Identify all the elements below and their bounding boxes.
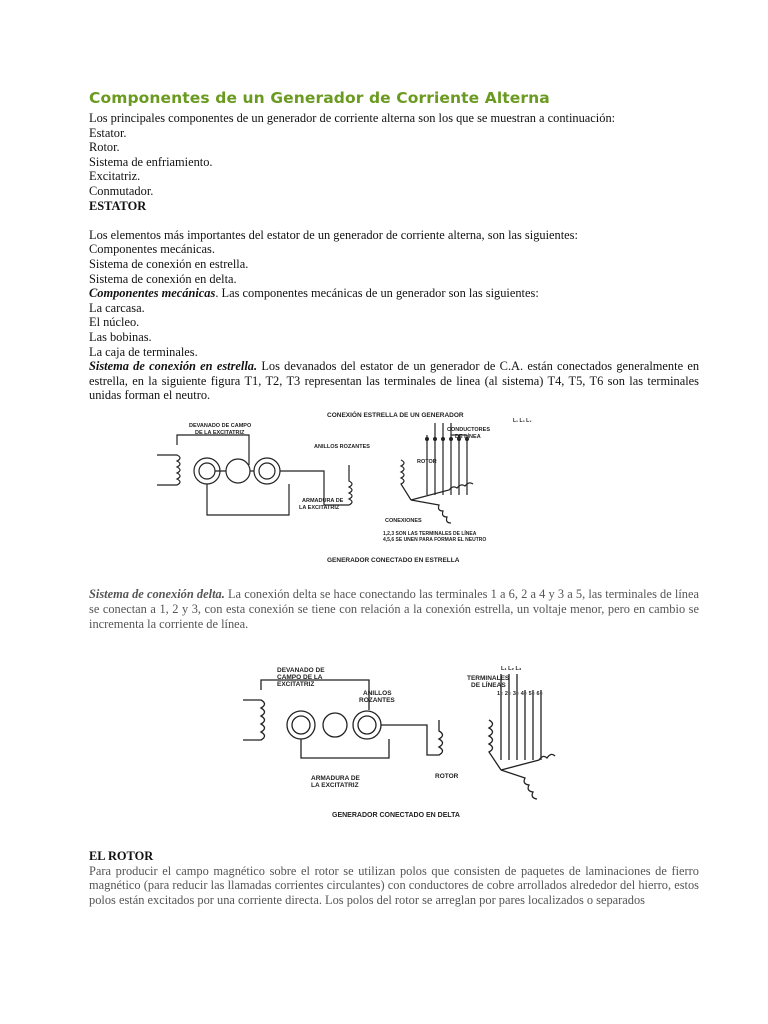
fig1-nota: 4,5,6 SE UNEN PARA FORMAR EL NEUTRO — [383, 537, 487, 543]
estrella-paragraph — [89, 359, 699, 403]
fig1-anillos-label: ANILLOS ROZANTES — [314, 444, 370, 450]
fig1-rotor-label: ROTOR — [417, 459, 437, 465]
mecanicas-item: La carcasa. — [89, 300, 145, 315]
fig2-campo-label: CAMPO DE LA — [277, 674, 323, 681]
fig1-nota: 1,2,3 SON LAS TERMINALES DE LÍNEA — [383, 531, 477, 537]
mecanicas-lead: Componentes mecánicas — [89, 286, 216, 301]
mecanicas-item: El núcleo. — [89, 315, 140, 330]
fig1-title: CONEXIÓN ESTRELLA DE UN GENERADOR — [327, 412, 464, 419]
mecanicas-paragraph — [89, 286, 699, 301]
fig1-campo-label: DE LA EXCITATRIZ — [195, 430, 245, 436]
component-item: Sistema de enfriamiento. — [89, 154, 213, 169]
fig2-armadura-label: LA EXCITATRIZ — [311, 782, 359, 789]
rotor-paragraph: Para producir el campo magnético sobre el rotor se utilizan polos que consisten de paquetes de laminaciones de fierro magnético (para reducir las llamadas corrientes circulantes) con conductores de cobre arrollados alrededor del hierro, estos polos están excitados por una corriente directa. Los polos del rotor se arreglan por pares localizados o separados — [89, 863, 699, 907]
fig2-caption: GENERADOR CONECTADO EN DELTA — [332, 812, 460, 819]
fig1-armadura-label: ARMADURA DE — [302, 498, 344, 504]
fig2-campo-label: DEVANADO DE — [277, 667, 325, 674]
fig2-numeros-label: 1○ 2○ 3○ 4○ 5○ 6○ — [497, 691, 543, 697]
page-title: Componentes de un Generador de Corriente Alterna — [89, 89, 550, 107]
fig1-conexiones-label: CONEXIONES — [385, 518, 422, 524]
fig2-rotor-label: ROTOR — [435, 773, 459, 780]
estator-item: Sistema de conexión en delta. — [89, 271, 237, 286]
fig2-lineas-label: L₁ L₂ L₃ — [501, 666, 522, 672]
fig1-conductores-label: CONDUCTORES — [447, 427, 490, 433]
component-item: Excitatriz. — [89, 169, 141, 184]
fig1-armadura-label: LA EXCITATRIZ — [299, 505, 340, 511]
fig2-anillos-label: ANILLOS — [363, 690, 392, 697]
component-item: Estator. — [89, 125, 127, 140]
delta-lead: Sistema de conexión delta. — [89, 587, 225, 601]
rotor-section — [89, 849, 699, 907]
delta-paragraph — [89, 587, 699, 632]
figure-estrella-diagram — [149, 405, 569, 567]
intro-paragraph: Los principales componentes de un generador de corriente alterna son los que se muestran a continuación: — [89, 111, 616, 125]
fig2-armadura-label: ARMADURA DE — [311, 775, 360, 782]
fig2-terminales-label: DE LÍNEAS — [471, 682, 506, 689]
estrella-text: Los devanados del estator de un generador de C.A. están conectados generalmente en estrella, en la siguiente figura T1, T2, T3 representan las terminales de linea (al sistema) T4, T5, T6 son las terminales unidas forman el neutro. — [89, 359, 700, 403]
estator-intro: Los elementos más importantes del estator de un generador de corriente alterna, son las siguientes: — [89, 227, 578, 242]
component-item: Conmutador. — [89, 183, 154, 198]
mecanicas-text: . Las componentes mecánicas de un generador son las siguientes: — [215, 286, 539, 301]
fig2-terminales-label: TERMINALES — [467, 675, 510, 682]
estator-heading: ESTATOR — [89, 198, 147, 213]
component-item: Rotor. — [89, 140, 120, 155]
estrella-lead: Sistema de conexión en estrella. — [89, 359, 258, 374]
fig2-campo-label: EXCITATRIZ — [277, 681, 315, 688]
rotor-heading: EL ROTOR — [89, 849, 154, 863]
fig2-anillos-label: ROZANTES — [359, 697, 395, 704]
fig1-lineas-label: L₁ L₂ L₃ — [513, 418, 532, 424]
body-text — [89, 111, 699, 403]
estator-item: Componentes mecánicas. — [89, 242, 215, 257]
fig1-campo-label: DEVANADO DE CAMPO — [189, 423, 252, 429]
figure-delta-diagram — [239, 660, 559, 820]
fig1-caption: GENERADOR CONECTADO EN ESTRELLA — [327, 557, 460, 564]
estator-item: Sistema de conexión en estrella. — [89, 256, 249, 271]
delta-text: La conexión delta se hace conectando las terminales 1 a 6, 2 a 4 y 3 a 5, las terminales de línea se conectan a 1, 2 y 3, con esta conexión se tiene con relación a la conexión estrella, un voltaje menor, pero en cambio se incrementa la corriente de línea. — [89, 587, 699, 631]
mecanicas-item: Las bobinas. — [89, 329, 152, 344]
mecanicas-item: La caja de terminales. — [89, 344, 198, 359]
fig1-conductores-label: DE LÍNEA — [455, 434, 481, 440]
